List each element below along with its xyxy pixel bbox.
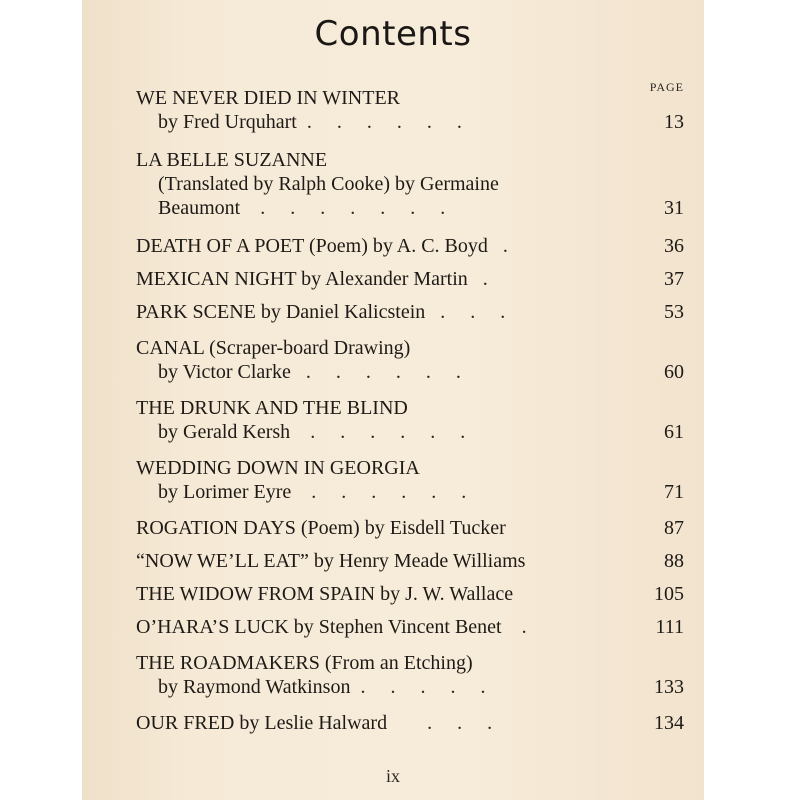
entry-author-line bbox=[136, 360, 684, 384]
entry-author: by Raymond Watkinson bbox=[158, 676, 351, 698]
contents-entry bbox=[136, 300, 684, 324]
entry-text: DEATH OF A POET (Poem) by A. C. Boyd bbox=[136, 235, 488, 257]
contents-entry bbox=[136, 651, 684, 699]
entry-text: ROGATION DAYS (Poem) by Eisdell Tucker bbox=[136, 517, 506, 539]
entry-title-line: THE DRUNK AND THE BLIND bbox=[136, 397, 408, 419]
dot-leader: . . . bbox=[425, 301, 506, 323]
entry-page-number: 134 bbox=[654, 712, 684, 734]
dot-leader: . . . . . . bbox=[296, 111, 462, 133]
entry-author: Beaumont bbox=[158, 197, 241, 219]
entry-author-line bbox=[136, 420, 684, 444]
entry-page-number: 71 bbox=[664, 481, 684, 503]
contents-entry bbox=[136, 582, 684, 606]
contents-entry bbox=[136, 516, 684, 540]
entry-text: OUR FRED by Leslie Halward bbox=[136, 712, 388, 734]
contents-entry bbox=[136, 148, 684, 220]
entry-line bbox=[136, 711, 684, 735]
entry-text: O’HARA’S LUCK by Stephen Vincent Benet bbox=[136, 616, 502, 638]
dot-leader: . . . bbox=[387, 712, 493, 734]
entry-title-line: WE NEVER DIED IN WINTER bbox=[136, 87, 401, 109]
entry-text: “NOW WE’LL EAT” by Henry Meade Williams bbox=[136, 550, 526, 572]
dot-leader: . . . . . bbox=[350, 676, 486, 698]
contents-entry bbox=[136, 86, 684, 134]
entry-author: by Lorimer Eyre bbox=[158, 481, 292, 503]
entry-line bbox=[136, 516, 684, 540]
entry-page-number: 13 bbox=[664, 111, 684, 133]
dot-leader: . . . . . . bbox=[290, 361, 461, 383]
entry-title-line: THE ROADMAKERS (From an Etching) bbox=[136, 652, 473, 674]
entry-author-line bbox=[136, 480, 684, 504]
contents-entry bbox=[136, 267, 684, 291]
dot-leader: . bbox=[501, 616, 527, 638]
page-folio: ix bbox=[385, 766, 400, 786]
contents-entry bbox=[136, 234, 684, 258]
contents-entry bbox=[136, 336, 684, 384]
dot-leader: . . . . . . bbox=[291, 481, 467, 503]
contents-entry bbox=[136, 711, 684, 735]
entry-line bbox=[136, 267, 684, 291]
entry-page-number: 105 bbox=[654, 583, 684, 605]
entry-page-number: 60 bbox=[664, 361, 684, 383]
entry-page-number: 61 bbox=[664, 421, 684, 443]
entry-page-number: 133 bbox=[654, 676, 684, 698]
entry-text: PARK SCENE by Daniel Kalicstein bbox=[136, 301, 426, 323]
entry-text: THE WIDOW FROM SPAIN by J. W. Wallace bbox=[136, 583, 514, 605]
entry-page-number: 53 bbox=[664, 301, 684, 323]
book-page bbox=[82, 0, 704, 800]
entry-subtitle-line: (Translated by Ralph Cooke) by Germaine bbox=[158, 173, 499, 195]
entry-author: by Fred Urquhart bbox=[158, 111, 297, 133]
entry-title-line: WEDDING DOWN IN GEORGIA bbox=[136, 457, 420, 479]
entry-author-line bbox=[136, 110, 684, 134]
entry-author: by Gerald Kersh bbox=[158, 421, 291, 443]
dot-leader: . . . . . . . bbox=[240, 197, 446, 219]
entry-page-number: 36 bbox=[664, 235, 684, 257]
contents-entry bbox=[136, 456, 684, 504]
dot-leader: . . . . . . bbox=[290, 421, 466, 443]
contents-entry bbox=[136, 396, 684, 444]
entry-page-number: 111 bbox=[655, 616, 684, 638]
entry-line bbox=[136, 234, 684, 258]
entry-line bbox=[136, 582, 684, 606]
entry-author-line bbox=[136, 675, 684, 699]
entry-title-line: CANAL (Scraper-board Drawing) bbox=[136, 337, 411, 359]
page-column-label: PAGE bbox=[649, 80, 684, 94]
entry-author: by Victor Clarke bbox=[158, 361, 291, 383]
contents-entry bbox=[136, 615, 684, 639]
entry-page-number: 88 bbox=[664, 550, 684, 572]
contents-list bbox=[136, 86, 684, 734]
entry-page-number: 31 bbox=[664, 197, 684, 219]
entry-line bbox=[136, 615, 684, 639]
dot-leader: . bbox=[467, 268, 488, 290]
entry-text: MEXICAN NIGHT by Alexander Martin bbox=[136, 268, 468, 290]
entry-page-number: 87 bbox=[664, 517, 684, 539]
entry-line bbox=[136, 300, 684, 324]
page-title: Contents bbox=[314, 14, 472, 54]
entry-line bbox=[136, 549, 684, 573]
contents-entry bbox=[136, 549, 684, 573]
entry-author-line bbox=[136, 196, 684, 220]
entry-title-line: LA BELLE SUZANNE bbox=[136, 149, 328, 171]
entry-page-number: 37 bbox=[664, 268, 684, 290]
dot-leader: . bbox=[487, 235, 508, 257]
